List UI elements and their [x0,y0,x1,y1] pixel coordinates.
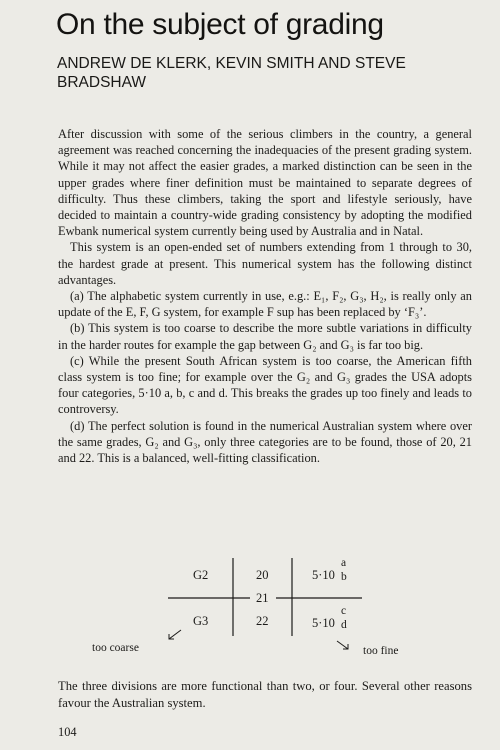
usa-prefix-bottom: 5·10 [312,616,335,630]
arrow-down-left-icon [169,630,181,639]
caption-too-coarse: too coarse [92,642,139,654]
diagram-lines [0,548,500,668]
paragraph: (b) This system is too coarse to describe the more subtle variations in difficulty in the harder routes for example the gap between G₂ and G₃ is far too big. [58,321,472,352]
aus-grade-middle: 21 [256,591,269,605]
page-number: 104 [58,725,77,739]
closing-paragraph: The three divisions are more functional than two, or four. Several other reasons favour the Australian system. [58,679,472,710]
paragraph: This system is an open-ended set of numbers extending from 1 through to 30, the hardest grade at present. This numerical system has the following distinct advantages. [58,240,472,287]
usa-letter-a: a [341,557,347,569]
paragraph: (c) While the present South African system is too coarse, the American fifth class system is too fine; for example over the G₂ and G₃ grades the USA adopts four categories, 5·10 a, b, c and d. This breaks the grades up too finely and leads to controversy. [58,353,472,417]
usa-prefix-top: 5·10 [312,568,335,582]
paragraph: (d) The perfect solution is found in the numerical Australian system where over the same grades, G₂ and G₃, only three categories are to be found, those of 20, 21 and 22. This is a balanced, well-fitting classification. [58,418,472,466]
article-body [58,126,472,466]
caption-too-fine: too fine [363,645,399,657]
aus-grade-upper: 20 [256,568,269,582]
authors-line: ANDREW DE KLERK, KEVIN SMITH AND STEVE BRADSHAW [57,55,406,91]
sa-grade-top: G2 [193,568,209,582]
aus-grade-lower: 22 [256,614,269,628]
sa-grade-bottom: G3 [193,614,209,628]
page-title: On the subject of grading [56,8,384,41]
grading-comparison-diagram [0,548,500,668]
paragraph: (a) The alphabetic system currently in use, e.g.: E₁, F₂, G₃, H₂, is really only an update of the E, F, G system, for example F sup has been replaced by ‘F₃’. [58,289,472,320]
usa-letter-c: c [341,605,347,617]
usa-letter-d: d [341,619,347,631]
arrow-down-right-icon [337,641,348,649]
paragraph: After discussion with some of the serious climbers in the country, a general agreement was reached concerning the inadequacies of the present grading system. While it may not affect the easier grades, a marked distinction can be seen in the upper grades where finer definition must be maintained to separate degrees of difficulty. Thus these climbers, taking the sport and lifestyle seriously, have decided to maintain a country-wide grading consistency by adopting the modified Ewbank numerical system currently being used by Australia and in Natal. [58,127,472,239]
usa-letter-b: b [341,571,347,583]
